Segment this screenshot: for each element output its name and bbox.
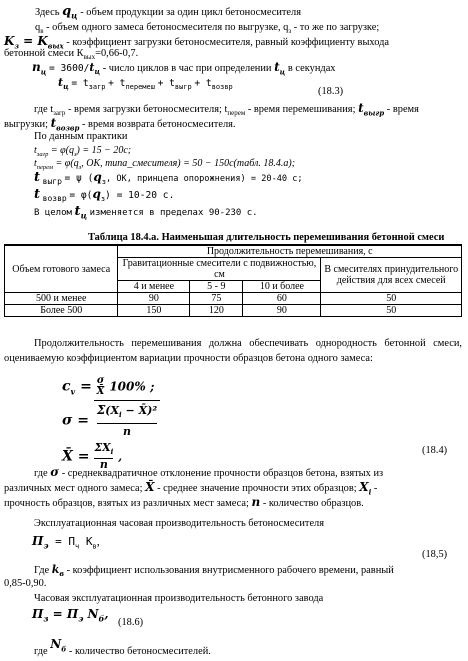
paragraph-shift-productivity: Эксплуатационная часовая производительность бетоносмесителя [34,518,325,529]
symbol-q-cycle: $q_ц$ [62,4,78,21]
eq-t-return: t $_{возвр} = \varphi(q_з) = 10-20$ с. [34,187,175,204]
eq-std-deviation: σ = $\frac{\Sigma(X_i - X̄)^2}{n}$ [62,400,160,441]
where-2-line-1: где σ - среднеквадратичное отклонение прочности образцов бетона, взятых из [34,465,384,479]
symbol-t-cycle: $t_ц$ [274,60,286,77]
practice-heading: По данным практики [34,131,128,142]
header-gravity: Гравитационные смесители с подвижностью, см [118,258,321,281]
eq-t-total: В целом $t_ц$ изменяется в пределах 90-230 с. [34,204,258,221]
eq-18-3-line-2: $t_ц = t_{загр} + t_{перемеш} + t_{выгр} + t_{возвр}$ [58,76,233,92]
eq-18-6: $П_з = П_э$ $N_б$, [32,607,109,624]
eq-18-4-number: (18.4) [422,445,448,456]
eq-18-3-line-1: $n_ц = 3600/t_ц$ - число циклов в час при определении $t_ц$ в секундах [32,60,336,77]
where-1-line-2: выгрузки; $t_{возвр}$ - время возврата бетоносмесителя. [4,116,236,133]
eq-t-load: $t_{загр} = \varphi(q_з) = 15 - 20с$; [34,145,132,158]
intro-line-1: Здесь $q_ц$ - объем продукции за один цикл бетоносмесителя [35,4,302,21]
subheader: 4 и менее [118,281,190,293]
where-3-line-2: 0,85-0,90. [4,578,47,589]
intro-line-4: бетонной смеси $К_{вых}=0,66-0,7$. [4,48,139,62]
where-2-line-2: различных мест одного замеса; X̄ - среднее значение прочности этих образцов; $X_i$ - [4,480,378,497]
eq-18-5-number: (18,5) [422,549,448,560]
header-duration: Продолжительность перемешивания, с [118,245,462,258]
header-volume: Объем готового замеса [5,245,118,293]
table-row: 500 и менее 90 75 60 50 [5,293,462,305]
table-caption: Таблица 18.4.а. Наименьшая длительность перемешивания бетонной смеси [88,232,445,243]
where-4-line: где $N_б$ - количество бетоносмесителей. [34,637,211,657]
symbol-k-load: $K_з = K_{вых}$ [4,34,64,51]
symbol-sigma: σ [50,465,60,479]
eq-t-mix: $t_{перем} = \varphi(q_з$, ОК, типа_смесителя) = 50 − 150с(табл. 18.4.а); [34,158,296,171]
eq-18-6-number: (18.6) [118,617,144,628]
intro-line-2: $q_в$ - объем одного замеса бетоносмесителя по выгрузке, $q_з$ - то же по загрузке; [35,22,380,36]
table-row: Более 500 150 120 90 50 [5,305,462,317]
where-3-line-1: Где $k_в$ - коэффициент использования внутрисменного рабочего времени, равный [34,563,394,579]
eq-t-unload: t $_{выгр}$ = ψ ($q_з$, ОК, принцепа опорожнения) = 20-40 с; [34,170,303,187]
where-2-line-3: прочность образцов, взятых из различных мест замеса; n - количество образцов. [4,495,364,509]
subheader: 5 - 9 [190,281,243,293]
paragraph-homogeneity: Продолжительность перемешивания должна обеспечивать однородность бетонной смеси, оцениваемую коэффициентом вариации прочности образцов бетона одного замеса: [4,338,462,364]
intro-line-3: $K_з = K_{вых}$ - коэффициент загрузки бетоносмесителя, равный коэффициенту выхода [4,34,390,51]
subheader: 10 и более [243,281,321,293]
header-forced: В смесителях принудительного действия для всех смесей [321,258,462,293]
eq-mean: X̄ = $\Sigma X_i$ n , [62,441,123,472]
eq-variation-coefficient: $c_v$ = $\frac{\sigma}{X̄}$ 100% ; [62,375,155,397]
eq-18-5: $П_э = П_ч$ $К_в$, [32,534,100,551]
paragraph-plant-productivity: Часовая эксплуатационная производительность бетонного завода [34,593,324,604]
where-1-line-1: где $t_{загр}$ - время загрузки бетоносмесителя; $t_{перем}$ - время перемешивания; $t_{выгр}$ - время [34,101,419,118]
eq-18-3-number: (18.3) [318,86,344,97]
mixing-duration-table [4,244,462,317]
